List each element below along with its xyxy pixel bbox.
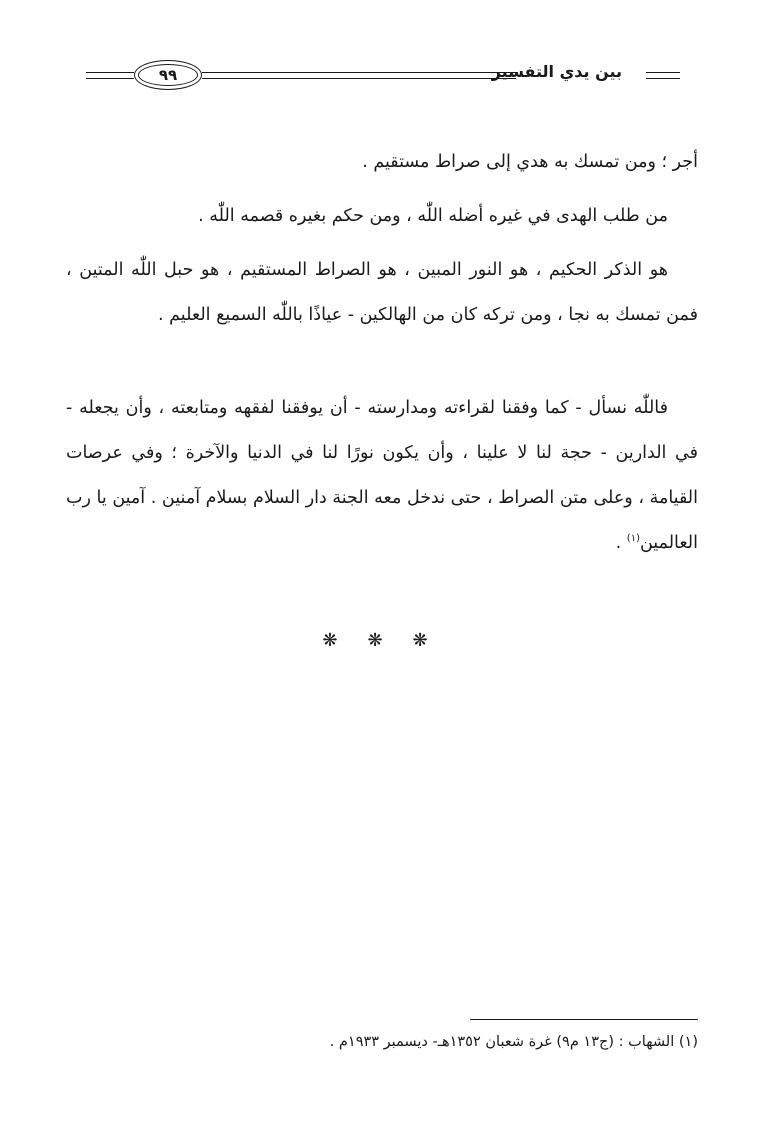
paragraph-1 [66, 140, 698, 185]
paragraph-4-body: فاللّٰه نسأل - كما وفقنا لقراءته ومدارسته - أن يوفقنا لفقهه ومتابعته ، وأن يجعله - في الدارين - حجة لنا لا علينا ، وأن يكون نورًا لنا في الدنيا والآخرة ؛ وفي عرصات القيامة ، وعلى متن الصراط ، حتى ندخل معه الجنة دار السلام بسلام آمنين . آمين يا رب العالمين [66, 398, 698, 553]
footnote-reference: (١) [626, 533, 640, 545]
header-rule-middle-bottom [202, 78, 516, 79]
page-number-oval [134, 60, 202, 90]
paragraph-3 [66, 248, 698, 338]
header-rule-right-bottom [646, 78, 680, 79]
page-number: ٩٩ [158, 66, 178, 84]
header-rule-left-top [86, 72, 134, 73]
paragraph-4-text [66, 386, 698, 566]
paragraph-4 [66, 386, 698, 566]
header-rule-right-top [646, 72, 680, 73]
footnote: (١) الشهاب : (ج١٣ م٩) غرة شعبان ١٣٥٢هـ- ديسمبر ١٩٣٣م . [329, 1034, 698, 1050]
separator-star-icon: ❋ [412, 630, 442, 651]
header-rule-middle-top [202, 72, 516, 73]
page-header [86, 58, 680, 98]
separator-star-icon: ❋ [367, 630, 397, 651]
separator-star-icon: ❋ [322, 630, 352, 651]
paragraph-2 [66, 194, 698, 239]
section-separator [0, 630, 764, 651]
paragraph-2-text: من طلب الهدى في غيره أضله اللّٰه ، ومن حكم بغيره قصمه اللّٰه . [198, 206, 668, 226]
header-rule-left-bottom [86, 78, 134, 79]
footnote-divider [470, 1019, 698, 1020]
paragraph-4-end: . [615, 533, 627, 553]
running-title: بين يدي التفسير [491, 62, 622, 81]
paragraph-1-text: أجر ؛ ومن تمسك به هدي إلى صراط مستقيم . [362, 152, 698, 172]
paragraph-3-text: هو الذكر الحكيم ، هو النور المبين ، هو الصراط المستقيم ، هو حبل اللّٰه المتين ، فمن تمسك به نجا ، ومن تركه كان من الهالكين - عياذًا باللّٰه السميع العليم . [66, 260, 698, 325]
